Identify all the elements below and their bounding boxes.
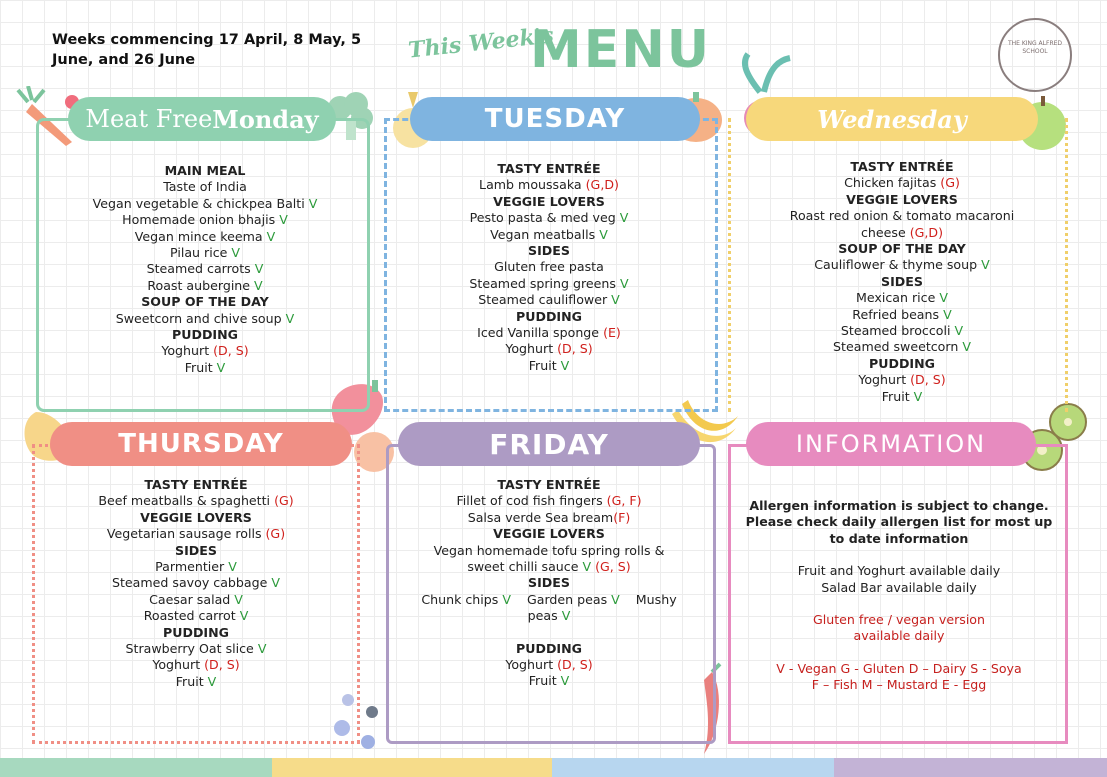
tuesday-title: TUESDAY — [484, 104, 626, 134]
friday-pudding-heading: PUDDING — [516, 640, 582, 656]
item-text: Vegetarian sausage rolls — [106, 526, 266, 542]
allergen-mark: (G, F) — [606, 493, 642, 509]
school-seal-logo — [998, 18, 1072, 92]
item-text: Yoghurt — [152, 657, 205, 673]
item-text: Mushy — [619, 591, 677, 607]
tuesday-item — [404, 227, 694, 243]
allergen-mark: (D, S) — [910, 372, 946, 388]
wednesday-entree-heading: TASTY ENTRÉE — [850, 159, 954, 174]
wednesday-banner — [746, 97, 1038, 141]
footer-stripe-purple — [834, 758, 1107, 777]
wednesday-item — [752, 372, 1052, 388]
vegan-mark: V — [231, 245, 240, 261]
monday-item: Taste of India — [163, 179, 247, 195]
vegan-mark: V — [962, 339, 971, 355]
allergen-mark: (D, S) — [204, 657, 240, 673]
menu-heading: MENU — [530, 20, 712, 80]
wednesday-sides-heading: SIDES — [881, 273, 923, 289]
item-text: Garden peas — [510, 591, 612, 607]
friday-item — [400, 510, 698, 526]
monday-menu — [60, 163, 350, 376]
wednesday-title: Wednesday — [817, 104, 967, 134]
tuesday-item — [404, 341, 694, 357]
allergen-key-line: F – Fish M – Mustard E - Egg — [811, 677, 987, 693]
thursday-pudding-heading: PUDDING — [163, 624, 229, 640]
item-text: Homemade onion bhajis — [122, 212, 280, 228]
footer-stripe-blue — [552, 758, 834, 777]
item-text: Roast aubergine — [147, 277, 255, 293]
item-text: Mexican rice — [856, 290, 940, 306]
spacer — [744, 596, 1054, 612]
item-text: Sweetcorn and chive soup — [115, 310, 286, 326]
vegan-mark: V — [560, 357, 570, 373]
vegan-mark: V — [308, 195, 318, 211]
weeks-commencing-text: Weeks commencing 17 April, 8 May, 5 June, and 26 June — [52, 32, 362, 68]
item-text: Yoghurt — [161, 343, 214, 359]
friday-title: FRIDAY — [489, 427, 609, 461]
allergen-mark: (G) — [274, 493, 294, 509]
item-text: Vegan vegetable & chickpea Balti — [92, 195, 309, 211]
wednesday-item — [752, 257, 1052, 273]
item-text: peas — [527, 608, 562, 624]
item-text: Fruit — [175, 673, 208, 689]
vegan-mark: V — [285, 310, 295, 326]
thursday-banner — [50, 422, 352, 466]
this-weeks-heading: This Week's — [407, 22, 556, 64]
allergen-mark: (G) — [940, 175, 960, 191]
item-text: Roasted carrot — [143, 608, 240, 624]
vegan-mark: V — [216, 359, 226, 375]
item-text: Steamed savoy cabbage — [111, 575, 272, 591]
vegan-mark: V — [228, 559, 237, 575]
friday-item — [400, 673, 698, 689]
monday-soup-heading: SOUP OF THE DAY — [141, 294, 269, 310]
vegan-mark: V — [954, 323, 964, 339]
item-text: Beef meatballs & spaghetti — [98, 493, 275, 509]
friday-entree-heading: TASTY ENTRÉE — [497, 477, 601, 492]
item-text: Pesto pasta & med veg — [469, 210, 620, 226]
wednesday-veggie-heading: VEGGIE LOVERS — [846, 191, 958, 207]
monday-item — [60, 245, 350, 261]
allergen-mark: (G,D) — [909, 224, 943, 240]
item-text: Steamed carrots — [146, 261, 255, 277]
item-text: Yoghurt — [505, 341, 558, 357]
monday-item — [60, 196, 350, 212]
vegan-mark: V — [207, 673, 217, 689]
friday-veggie-heading: VEGGIE LOVERS — [493, 526, 605, 542]
vegan-mark: V — [611, 591, 620, 607]
monday-item — [60, 229, 350, 245]
wednesday-menu — [752, 159, 1052, 405]
friday-item: Vegan homemade tofu spring rolls & — [433, 542, 665, 558]
vegan-mark: V — [582, 559, 592, 575]
thursday-item — [54, 493, 338, 509]
friday-item — [400, 657, 698, 673]
vegan-mark: V — [271, 575, 281, 591]
vegan-mark: V — [599, 226, 608, 242]
monday-item — [60, 261, 350, 277]
vegan-mark: V — [611, 292, 620, 308]
item-text: Salsa verde Sea bream — [467, 509, 614, 525]
wednesday-item — [752, 290, 1052, 306]
thursday-menu — [54, 477, 338, 690]
tuesday-item — [404, 177, 694, 193]
monday-item — [60, 278, 350, 294]
item-text: Yoghurt — [505, 657, 558, 673]
availability-line: Salad Bar available daily — [821, 579, 977, 595]
monday-item — [60, 212, 350, 228]
gluten-free-line: available daily — [853, 628, 945, 644]
item-text: Steamed sweetcorn — [833, 339, 963, 355]
thursday-item — [54, 526, 338, 542]
monday-item — [60, 343, 350, 359]
vegan-mark: V — [939, 290, 948, 306]
tuesday-item — [404, 325, 694, 341]
vegan-mark: V — [943, 306, 952, 322]
vegan-mark: V — [502, 591, 511, 607]
item-text: Strawberry Oat slice — [125, 641, 258, 657]
thursday-title: THURSDAY — [118, 429, 284, 459]
item-text: Chunk chips — [421, 591, 503, 607]
item-text: Pilau rice — [170, 245, 232, 261]
tuesday-item — [404, 276, 694, 292]
thursday-item — [54, 592, 338, 608]
wednesday-pudding-heading: PUDDING — [869, 355, 935, 371]
thursday-sides-heading: SIDES — [175, 542, 217, 558]
vegan-mark: V — [254, 277, 263, 293]
friday-item — [400, 493, 698, 509]
item-text: Fruit — [881, 388, 914, 404]
school-seal-text: THE KING ALFRED SCHOOL — [1007, 40, 1063, 55]
vegan-mark: V — [913, 388, 923, 404]
friday-item — [400, 559, 698, 575]
allergen-mark: (D, S) — [557, 657, 593, 673]
monday-main-meal-heading: MAIN MEAL — [164, 163, 246, 178]
wednesday-soup-heading: SOUP OF THE DAY — [838, 241, 966, 257]
tuesday-banner — [410, 97, 700, 141]
tuesday-item — [404, 358, 694, 374]
friday-item — [400, 592, 698, 608]
item-text: Iced Vanilla sponge — [477, 325, 604, 341]
wednesday-item — [752, 175, 1052, 191]
tuesday-item — [404, 210, 694, 226]
allergen-mark: (F) — [613, 509, 631, 525]
item-text: sweet chilli sauce — [467, 559, 583, 575]
monday-item — [60, 360, 350, 376]
spacer — [744, 645, 1054, 661]
footer-stripe-green — [0, 758, 272, 777]
item-text: Yoghurt — [858, 372, 911, 388]
tuesday-item: Gluten free pasta — [494, 259, 604, 275]
vegan-mark: V — [561, 608, 571, 624]
allergen-mark: (G, S) — [591, 559, 631, 575]
tuesday-sides-heading: SIDES — [528, 243, 570, 259]
vegan-mark: V — [560, 673, 570, 689]
item-text: Cauliflower & thyme soup — [814, 257, 982, 273]
monday-title-b: Monday — [212, 104, 319, 134]
availability-line: Fruit and Yoghurt available daily — [797, 563, 1001, 579]
item-text: Fruit — [528, 357, 561, 373]
thursday-item — [54, 559, 338, 575]
vegan-mark: V — [619, 275, 629, 291]
friday-item — [400, 608, 698, 624]
tuesday-pudding-heading: PUDDING — [516, 308, 582, 324]
allergen-mark: (G) — [265, 526, 286, 542]
item-text: Steamed cauliflower — [478, 292, 612, 308]
thursday-item — [54, 674, 338, 690]
monday-item — [60, 311, 350, 327]
spacer — [400, 625, 698, 641]
item-text: Chicken fajitas — [844, 175, 941, 191]
monday-title-a: Meat Free — [85, 105, 213, 133]
allergen-notice-line: to date information — [829, 530, 969, 546]
spacer — [744, 547, 1054, 563]
information-title: INFORMATION — [795, 430, 987, 458]
tuesday-veggie-heading: VEGGIE LOVERS — [493, 193, 605, 209]
thursday-item — [54, 608, 338, 624]
allergen-key-line: V - Vegan G - Gluten D – Dairy S - Soya — [776, 660, 1022, 676]
footer-stripe-yellow — [272, 758, 552, 777]
vegan-mark: V — [266, 228, 276, 244]
item-text: Fruit — [528, 673, 561, 689]
gluten-free-line: Gluten free / vegan version — [812, 612, 985, 628]
monday-banner — [68, 97, 336, 141]
information-banner — [746, 422, 1036, 466]
friday-menu — [400, 477, 698, 690]
item-text: Vegan mince keema — [134, 228, 267, 244]
tuesday-entree-heading: TASTY ENTRÉE — [497, 161, 601, 176]
tuesday-menu — [404, 161, 694, 374]
item-text: Parmentier — [155, 559, 229, 575]
vegan-mark: V — [254, 261, 264, 277]
vegan-mark: V — [619, 210, 629, 226]
wednesday-item — [752, 307, 1052, 323]
vegan-mark: V — [981, 257, 990, 273]
thursday-item — [54, 657, 338, 673]
monday-pudding-heading: PUDDING — [172, 327, 238, 343]
allergen-mark: (E) — [603, 325, 621, 341]
tuesday-item — [404, 292, 694, 308]
information-text — [744, 498, 1054, 694]
wednesday-item — [752, 339, 1052, 355]
item-text: cheese — [860, 224, 910, 240]
allergen-notice-line: Please check daily allergen list for most up — [745, 514, 1053, 530]
wednesday-item — [752, 323, 1052, 339]
thursday-entree-heading: TASTY ENTRÉE — [144, 477, 248, 492]
item-text: Fillet of cod fish fingers — [456, 493, 607, 509]
allergen-mark: (D, S) — [557, 341, 593, 357]
item-text: Steamed spring greens — [469, 275, 620, 291]
allergen-notice-line: Allergen information is subject to change. — [749, 498, 1049, 513]
item-text: Caesar salad — [149, 591, 235, 607]
item-text: Fruit — [184, 359, 217, 375]
thursday-item — [54, 641, 338, 657]
vegan-mark: V — [239, 608, 249, 624]
friday-sides-heading: SIDES — [528, 575, 570, 591]
thursday-item — [54, 575, 338, 591]
item-text: Steamed broccoli — [840, 323, 955, 339]
vegan-mark: V — [257, 641, 267, 657]
thursday-veggie-heading: VEGGIE LOVERS — [140, 509, 252, 525]
friday-banner — [398, 422, 700, 466]
item-text: Refried beans — [852, 306, 944, 322]
vegan-mark: V — [279, 212, 288, 228]
allergen-mark: (D, S) — [213, 343, 249, 359]
vegan-mark: V — [234, 591, 243, 607]
item-text: Lamb moussaka — [479, 177, 586, 193]
item-text: Vegan meatballs — [490, 226, 600, 242]
allergen-mark: (G,D) — [585, 177, 619, 193]
wednesday-item — [752, 225, 1052, 241]
wednesday-item: Roast red onion & tomato macaroni — [789, 208, 1015, 224]
wednesday-item — [752, 389, 1052, 405]
